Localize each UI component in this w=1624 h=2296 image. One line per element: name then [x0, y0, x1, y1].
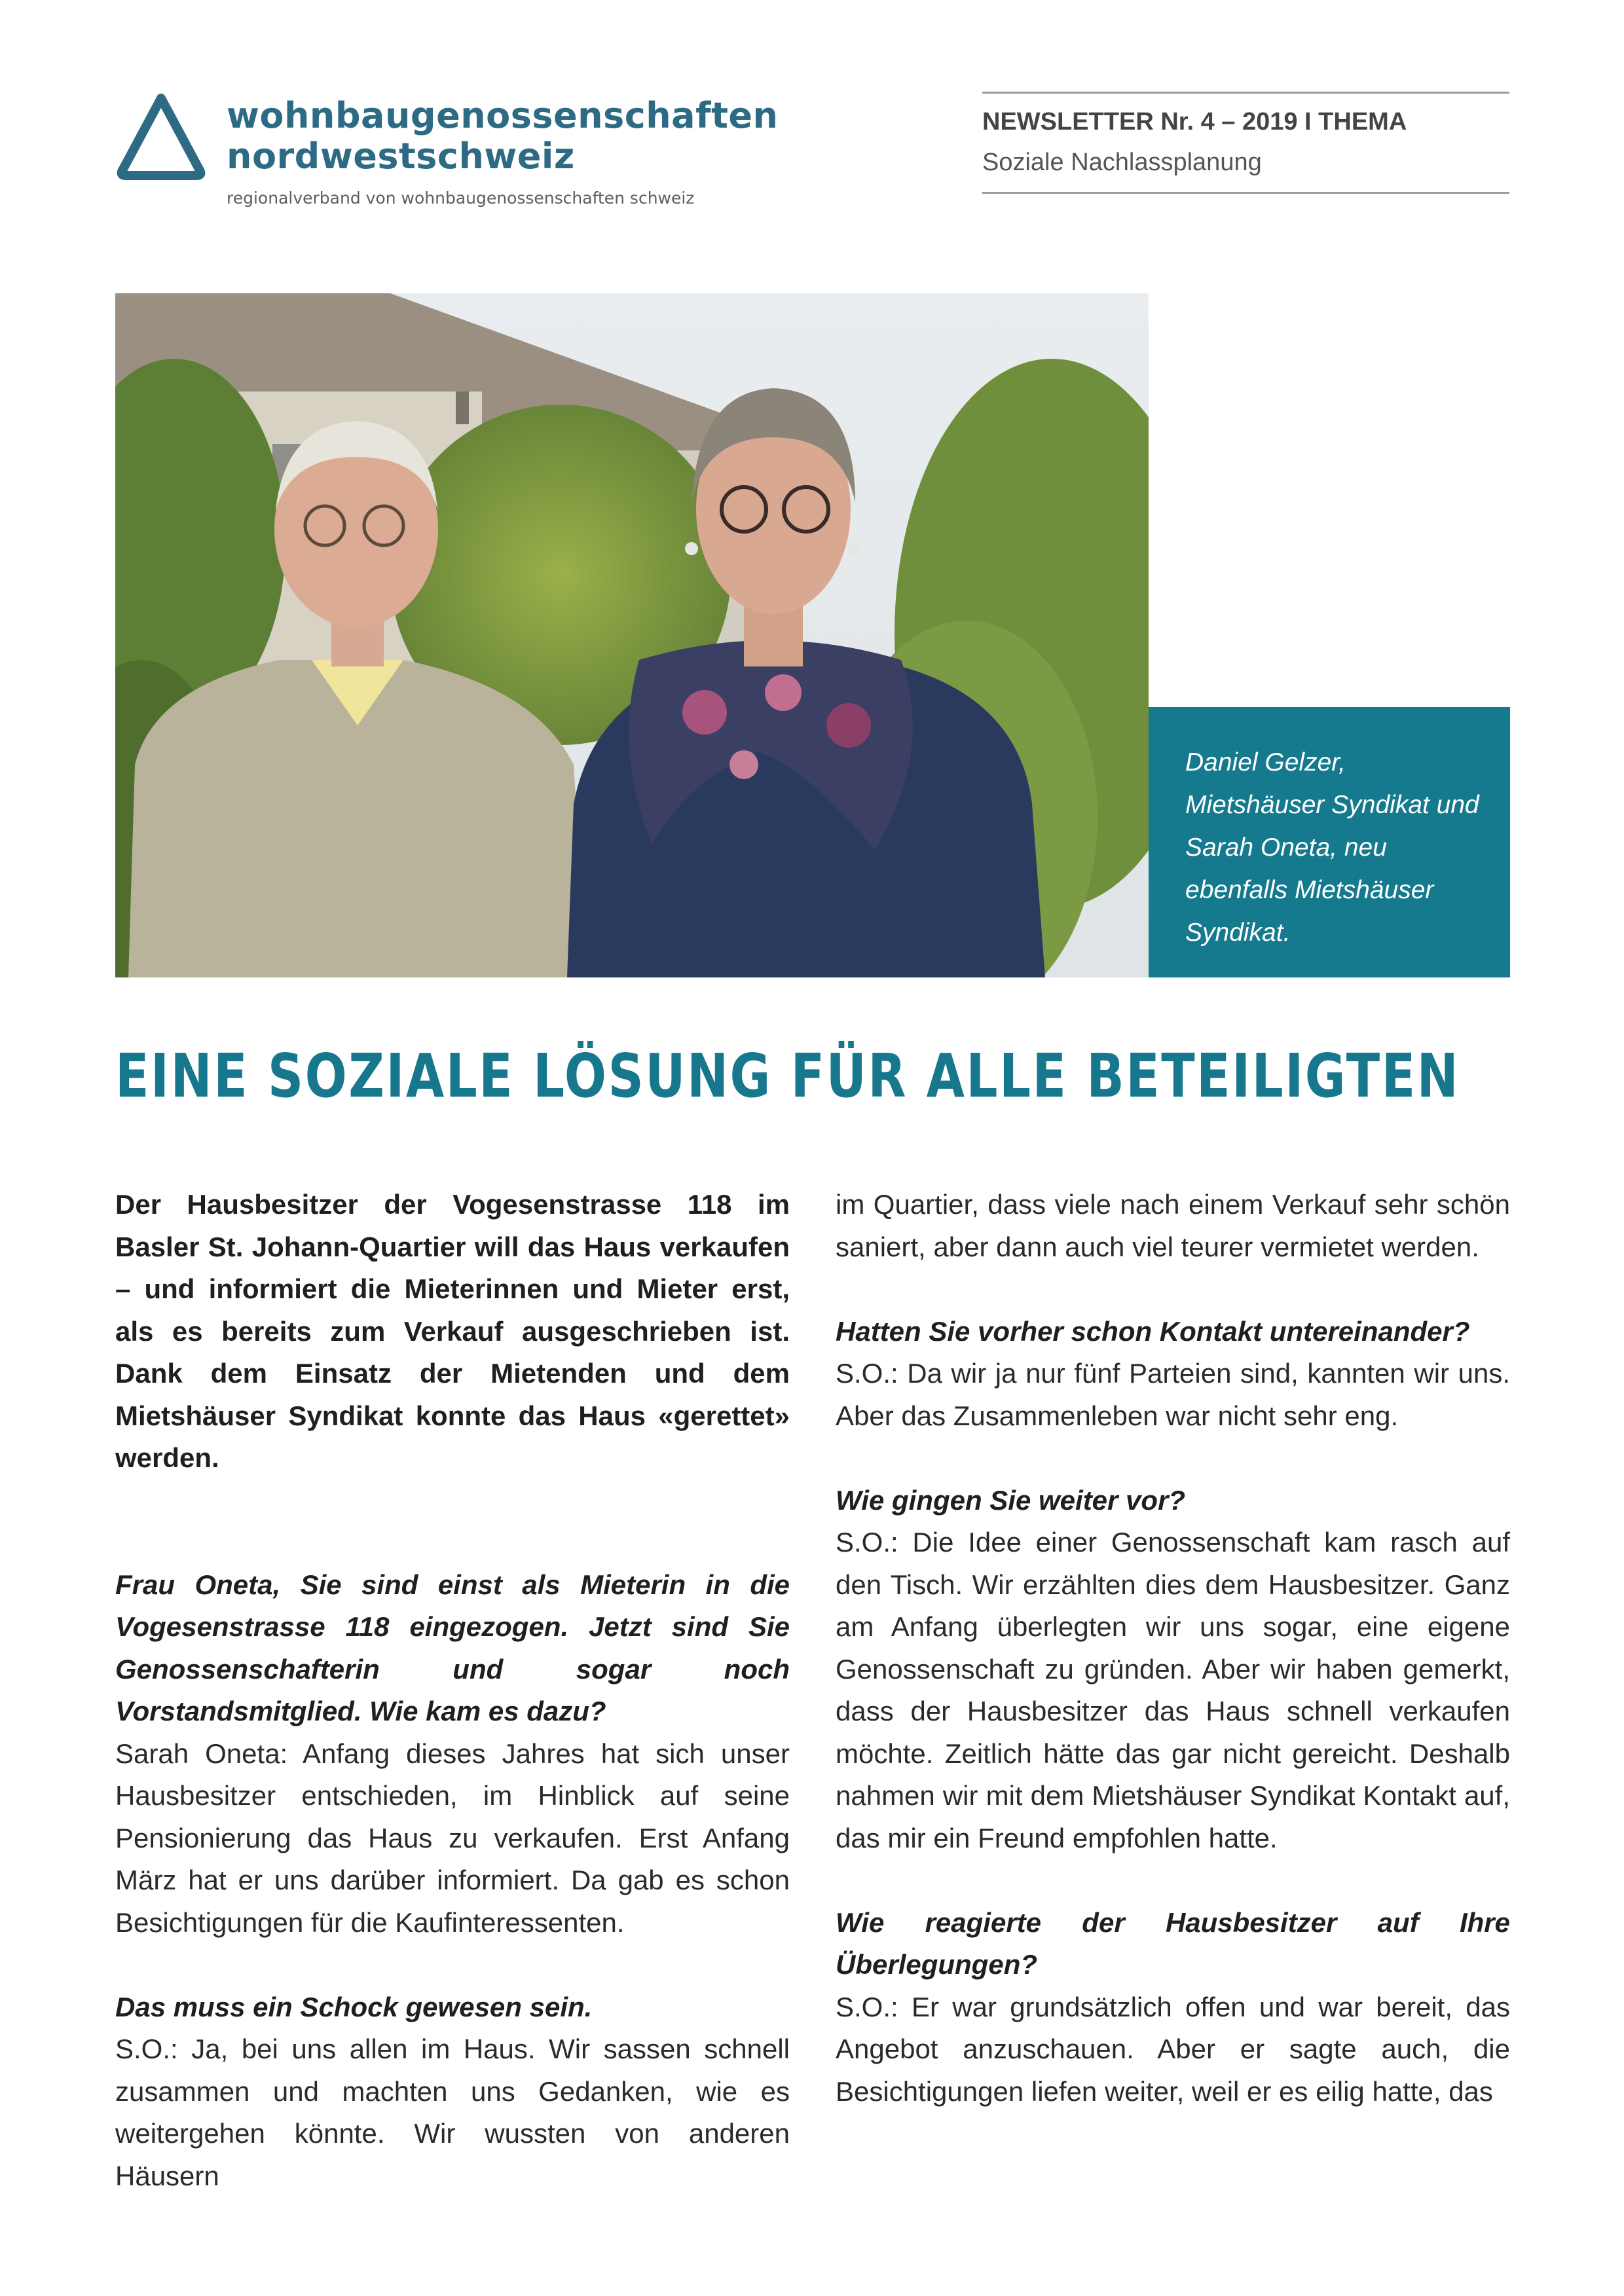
question-4: Wie gingen Sie weiter vor? [836, 1484, 1186, 1516]
answer-1: Sarah Oneta: Anfang dieses Jahres hat sich unser Hausbesitzer entschieden, im Hinblick auf seine Pensionierung das Haus zu verkaufen. Erst Anfang März hat er uns darüber informiert. Da gab es schon Besichtigungen für die Kaufinteressenten. [115, 1738, 790, 1938]
question-3: Hatten Sie vorher schon Kontakt untereinander? [836, 1315, 1470, 1347]
article-column-left [115, 1184, 790, 2197]
newsletter-issue-box [982, 92, 1509, 194]
answer-3: S.O.: Da wir ja nur fünf Parteien sind, kannten wir uns. Aber das Zusammenleben war nicht sehr eng. [836, 1358, 1510, 1431]
article-column-right [836, 1184, 1510, 2113]
answer-5: S.O.: Er war grundsätzlich offen und war bereit, das Angebot anzuschauen. Aber er sagte auch, die Besichtigungen liefen weiter, weil er es eilig hatte, das [836, 1991, 1510, 2107]
photo-caption: Daniel Gelzer, Mietshäuser Syndikat und Sarah Oneta, neu ebenfalls Mietshäuser Syndikat. [1185, 748, 1479, 947]
triangle-logo-icon [115, 92, 207, 183]
logo-name-line1: wohnbaugenossenschaften [227, 95, 779, 136]
article-lead: Der Hausbesitzer der Vogesenstrasse 118 im Basler St. Johann-Quartier will das Haus verkaufen – und informiert die Mieterinnen und Mieter erst, als es bereits zum Verkauf ausgeschrieben ist. Dank dem Einsatz der Mietenden und dem Mietshäuser Syndikat konnte das Haus «gerettet» werden. [115, 1189, 790, 1473]
logo-tagline: regionalverband von wohnbaugenossenschaften schweiz [227, 189, 695, 208]
photo-caption-box [1149, 707, 1510, 977]
portrait-photo [115, 293, 1149, 977]
logo-wordmark [227, 96, 779, 177]
organization-logo [115, 92, 779, 210]
answer-4: S.O.: Die Idee einer Genossenschaft kam rasch auf den Tisch. Wir erzählten dies dem Hausbesitzer. Ganz am Anfang überlegten wir uns sogar, eine eigene Genossenschaft zu gründen. Aber wir haben gemerkt, dass der Hausbesitzer das Haus schnell verkaufen möchte. Zeitlich hätte das gar nicht gereicht. Deshalb nahmen wir mit dem Mietshäuser Syndikat Kontakt auf, das mir ein Freund empfohlen hatte. [836, 1527, 1510, 1853]
article-headline: EINE SOZIALE LÖSUNG FÜR ALLE BETEILIGTEN [115, 1041, 1460, 1111]
portrait-photo-illustration [115, 293, 1149, 977]
question-1: Frau Oneta, Sie sind einst als Mieterin in die Vogesenstrasse 118 eingezogen. Jetzt sind Sie Genossenschafterin und sogar noch Vorstandsmitglied. Wie kam es dazu? [115, 1569, 790, 1726]
answer-2-continued: im Quartier, dass viele nach einem Verkauf sehr schön saniert, aber dann auch viel teurer vermietet werden. [836, 1189, 1510, 1262]
issue-topic: Soziale Nachlassplanung [982, 149, 1262, 176]
answer-2: S.O.: Ja, bei uns allen im Haus. Wir sassen schnell zusammen und machten uns Gedanken, wie es weitergehen könnte. Wir wussten von anderen Häusern [115, 2033, 790, 2191]
issue-line: NEWSLETTER Nr. 4 – 2019 I THEMA [982, 108, 1407, 136]
question-2: Das muss ein Schock gewesen sein. [115, 1991, 593, 2022]
logo-name-line2: nordwestschweiz [227, 136, 575, 177]
question-5: Wie reagierte der Hausbesitzer auf Ihre Überlegungen? [836, 1906, 1510, 1980]
